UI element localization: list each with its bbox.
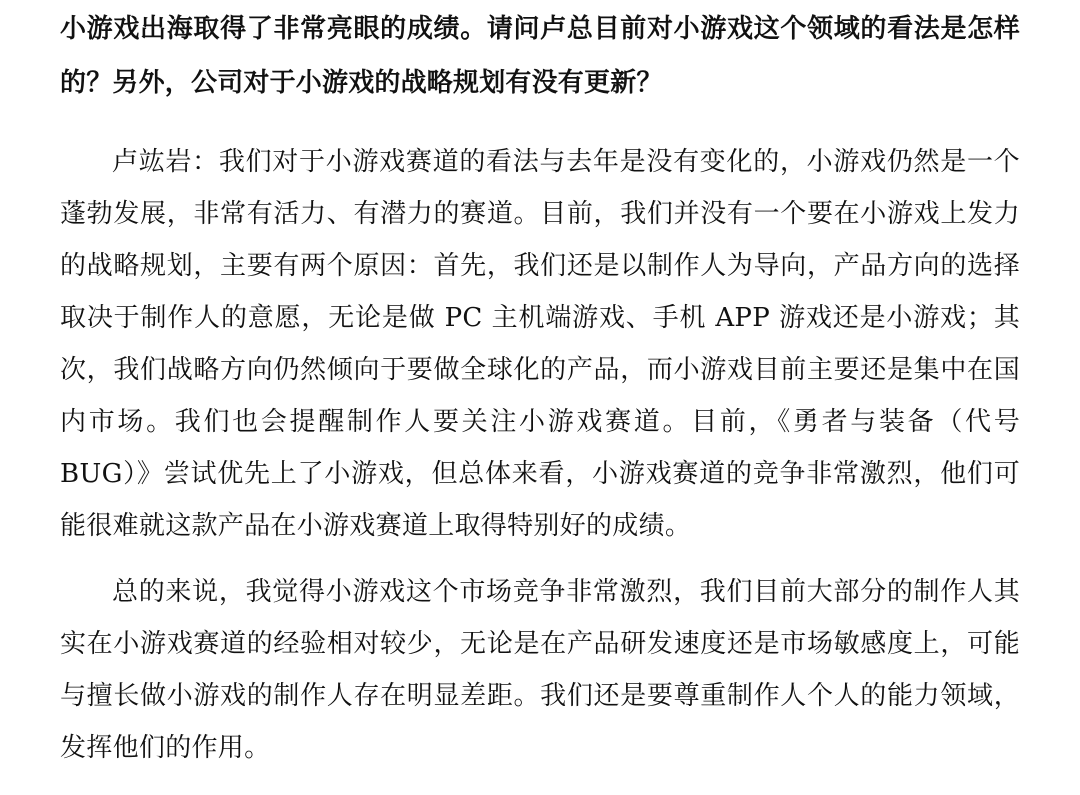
document-page bbox=[60, 0, 1020, 774]
answer-paragraph-2: 总的来说，我觉得小游戏这个市场竞争非常激烈，我们目前大部分的制作人其实在小游戏赛道的经验相对较少，无论是在产品研发速度还是市场敏感度上，可能与擅长做小游戏的制作人存在明显差距。我们还是要尊重制作人个人的能力领域，发挥他们的作用。 bbox=[60, 577, 1020, 763]
speaker-name: 卢竑岩： bbox=[112, 147, 219, 177]
answer-paragraph-1-text: 我们对于小游戏赛道的看法与去年是没有变化的，小游戏仍然是一个蓬勃发展，非常有活力、有潜力的赛道。目前，我们并没有一个要在小游戏上发力的战略规划，主要有两个原因：首先，我们还是以制作人为导向，产品方向的选择取决于制作人的意愿，无论是做 PC 主机端游戏、手机 APP 游戏还是小游戏；其次，我们战略方向仍然倾向于要做全球化的产品，而小游戏目前主要还是集中在国内市场。我们也会提醒制作人要关注小游戏赛道。目前，《勇者与装备（代号 BUG）》尝试优先上了小游戏，但总体来看，小游戏赛道的竞争非常激烈，他们可能很难就这款产品在小游戏赛道上取得特别好的成绩。 bbox=[60, 147, 1020, 541]
answer-paragraph-1 bbox=[60, 136, 1020, 552]
interview-question: 小游戏出海取得了非常亮眼的成绩。请问卢总目前对小游戏这个领域的看法是怎样的？另外，公司对于小游戏的战略规划有没有更新？ bbox=[60, 14, 1020, 98]
